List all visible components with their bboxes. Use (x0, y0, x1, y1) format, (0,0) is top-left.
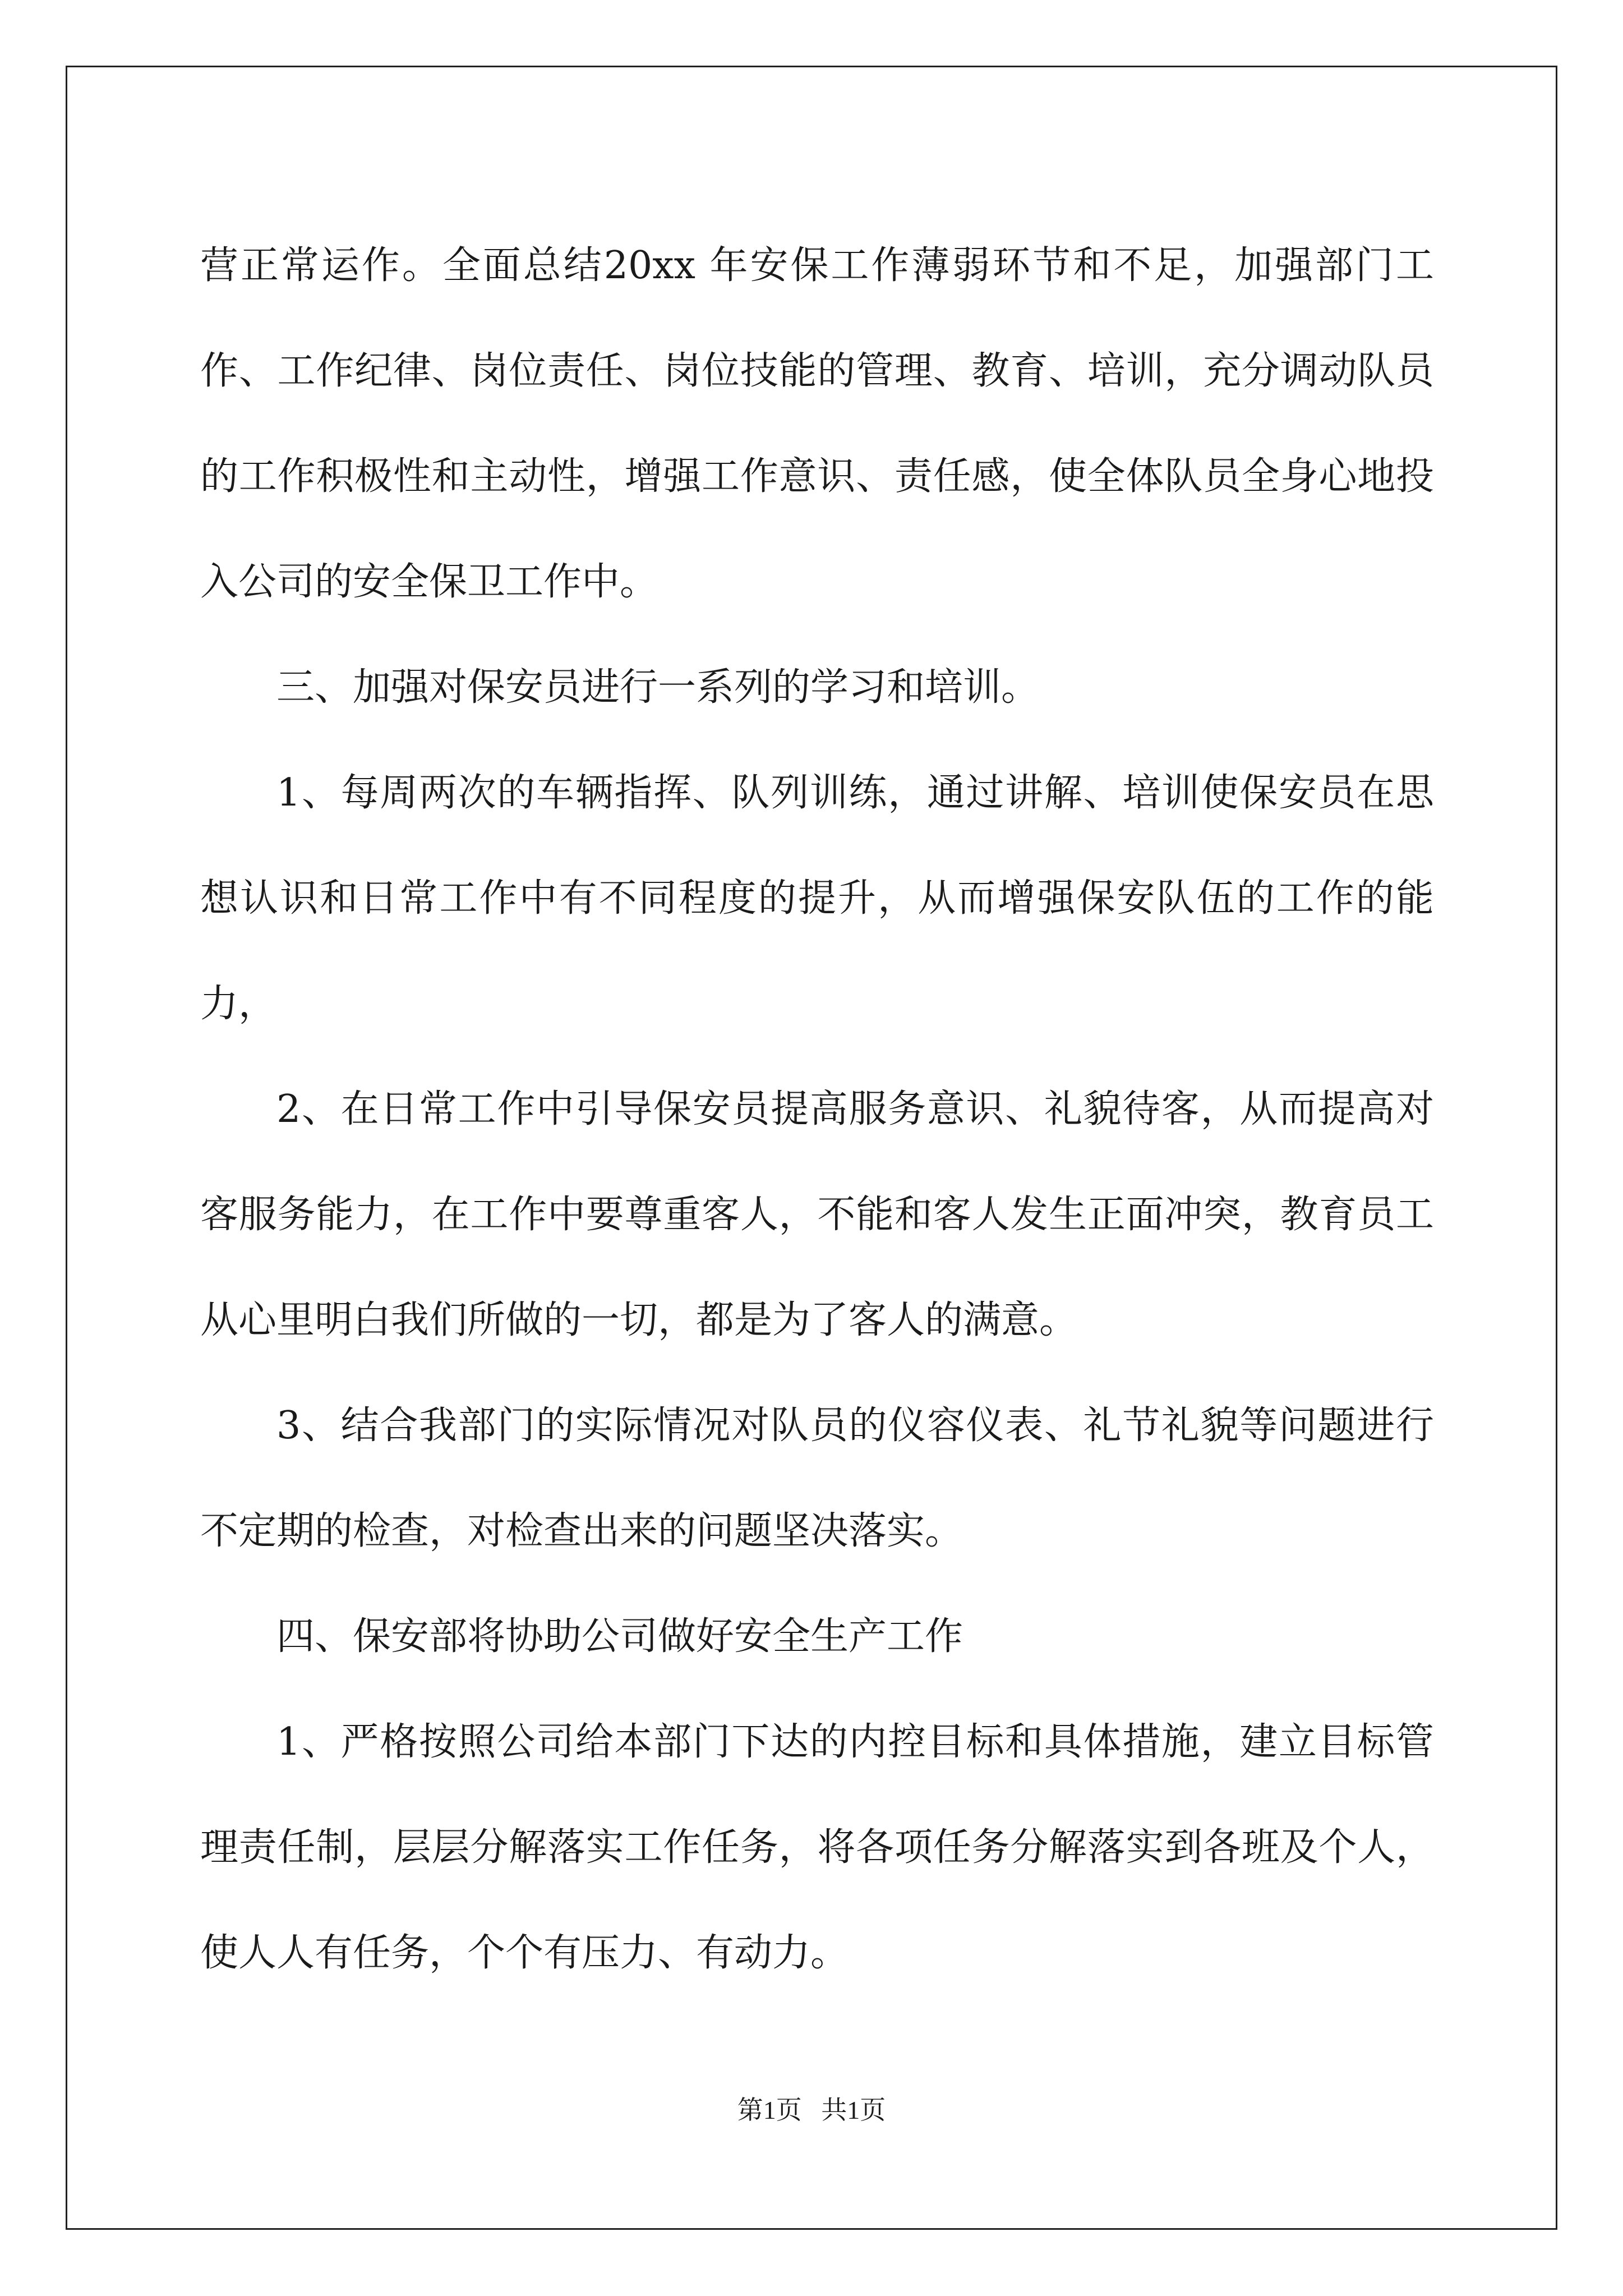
section-heading-3: 三、加强对保安员进行一系列的学习和培训。 (276, 665, 1040, 710)
paragraph-item-3: 3、结合我部门的实际情况对队员的仪容仪表、礼节礼貌等问题进行不定期的检查，对检查出来的问题坚决落实。 (200, 1404, 1434, 1553)
paragraph-item-2: 2、在日常工作中引导保安员提高服务意识、礼貌待客，从而提高对客服务能力，在工作中要尊重客人，不能和客人发生正面冲突，教育员工从心里明白我们所做的一切，都是为了客人的满意。 (200, 1087, 1434, 1342)
paragraph-item-4-1: 1、严格按照公司给本部门下达的内控目标和具体措施，建立目标管理责任制，层层分解落实工作任务，将各项任务分解落实到各班及个人，使人人有任务，个个有压力、有动力。 (200, 1720, 1434, 1975)
paragraph-item-1: 1、每周两次的车辆指挥、队列训练，通过讲解、培训使保安员在思想认识和日常工作中有不同程度的提升，从而增强保安队伍的工作的能力， (200, 771, 1434, 1026)
paragraph-continuation: 营正常运作。全面总结20xx 年安保工作薄弱环节和不足，加强部门工作、工作纪律、岗位责任、岗位技能的管理、教育、培训，充分调动队员的工作积极性和主动性，增强工作意识、责任感，使全体队员全身心地投入公司的安全保卫工作中。 (200, 243, 1435, 604)
document-body (200, 213, 1434, 2006)
page-footer: 第1页 共1页 (737, 2096, 886, 2124)
section-heading-4: 四、保安部将协助公司做好安全生产工作 (276, 1614, 963, 1659)
